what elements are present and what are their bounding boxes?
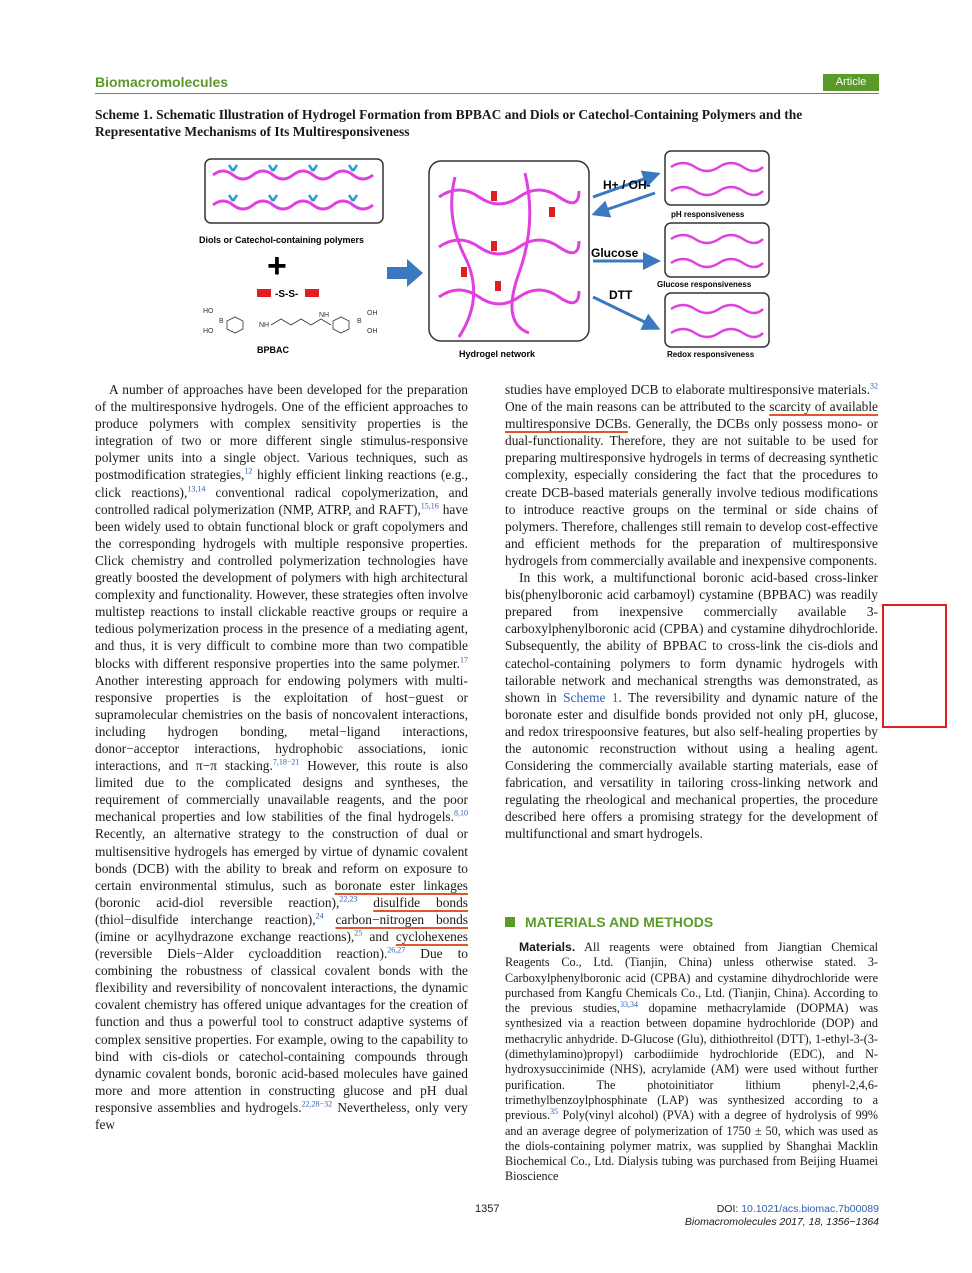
scheme-link[interactable]: Scheme 1 — [563, 689, 619, 705]
svg-text:OH: OH — [367, 310, 378, 317]
scheme-figure — [195, 147, 780, 363]
diols-label: Diols or Catechol-containing polymers — [199, 235, 365, 245]
highlight-disulfide: disulfide bonds — [373, 894, 469, 910]
annotation-box — [882, 604, 947, 728]
svg-text:NH: NH — [319, 312, 330, 319]
svg-text:HO: HO — [203, 328, 214, 335]
section-heading: MATERIALS AND METHODS — [505, 914, 713, 930]
ph-label: pH responsiveness — [671, 210, 745, 219]
redox-response-box — [665, 293, 769, 347]
diols-polymer-box — [205, 159, 383, 223]
ph-response-box — [665, 151, 769, 205]
svg-text:B: B — [357, 318, 362, 325]
highlight-cyclohexenes: cyclohexenes — [395, 929, 468, 944]
article-type-badge: Article — [823, 74, 879, 91]
highlight-scarcity: scarcity of available multiresponsive DCBs — [505, 399, 878, 432]
page-number: 1357 — [475, 1203, 500, 1215]
bpbac-label: BPBAC — [257, 345, 290, 355]
header-rule — [95, 93, 879, 94]
doi-footer: DOI: 10.1021/acs.biomac.7b00089 Biomacromolecules 2017, 18, 1356−1364 — [684, 1203, 879, 1228]
ph-stimulus: H+ / OH- — [603, 178, 651, 192]
doi-link[interactable]: 10.1021/acs.biomac.7b00089 — [741, 1203, 879, 1215]
dtt-stimulus: DTT — [609, 288, 633, 302]
svg-text:NH: NH — [259, 322, 270, 329]
network-label: Hydrogel network — [459, 349, 536, 359]
hydrogel-network-box — [429, 161, 589, 341]
svg-text:-S-S-: -S-S- — [275, 289, 299, 300]
highlight-boronate: boronate ester linkages — [334, 877, 468, 893]
bpbac-linker-icon — [257, 289, 319, 300]
svg-text:HO: HO — [203, 308, 214, 315]
left-column: A number of approaches have been developed for the preparation of the multiresponsive hydrogels. One of the efficient approaches to produce polymers with complex sensitivity properties is the integration of two or more different single stimulus-responsive polymer units into a single object. Various techniques, such as postmodification strategies,$^{12}$ highly efficient linking reactions (e.g., click reactions),$^{13,14}$ conventional radical copolymerization, and controlled radical polymerization (NMP, ATRP, and RAFT),$^{15,16}$ have been widely used to obtain functional block or graft copolymers and the corresponding hydrogels with multiple responsive properties. Click chemistry and controlled polymerization technologies have greatly boosted the development of polymers with high architectural complexity and functionality. However, these strategies often involve multistep reactions to install clickable reactive groups or require a tedious polymerization process in the presence of a mediating agent, and thus, it is very difficult to combine more than two compatible blocks with different responsive properties into the same polymer.$^{17}$ Another interesting approach for endowing polymers with multi-responsive properties is the exploitation of host−guest or supramolecular chemistries on the basis of noncovalent interactions, including hydrogen bonding, metal−ligand interactions, donor−acceptor interactions, hydrophobic associations, ionic interactions, and π−π stacking.$^{7,18-21}$ However, this route is also limited due to the complicated designs and syntheses, the requirement of commercially unavailable reagents, and the poor mechanical properties and low stabilities of the final hydrogels.$^{8,10}$ Recently, an alternative strategy to the construction of dual or multisensitive hydrogels has emerged by virtue of dynamic covalent bonds (DCB) with the ability to break and reform on exposure to certain environmental stimulus, such as boronate ester linkages (boronic acid-diol reversible reaction),$^{22,23}$ disulfide bonds (thiol−disulfide interchange reaction),$^{24}$ carbon−nitrogen bonds (imine or acylhydrazone exchange reactions),$^{25}$ and cyclohexenes (reversible Diels−Alder cycloaddition reaction).$^{26,27}$ Due to combining the robustness of classical covalent bonds with the flexibility and reversibility of noncovalent interactions, the dynamic covalent chemistry has offered unique advantages for the creation of function and thus a powerful tool to construct adaptive systems of complex sensitive properties. For example, owing to the capability to bind with cis-diols or catechol-containing compounds through dynamic covalent bonds, boronic acid-based molecules have gained more and more attention in constructing glucose and pH dual responsive assemblies and hydrogels.$^{22,28-32}$ Nevertheless, only very few — [95, 382, 469, 1133]
scheme-caption: Scheme 1. Schematic Illustration of Hydrogel Formation from BPBAC and Diols or Catechol-Containing Polymers and the Representative Mechanisms of Its Multiresponsiveness — [95, 107, 803, 139]
heading-square-icon — [505, 917, 515, 927]
svg-text:B: B — [219, 318, 224, 325]
materials-paragraph: Materials. All reagents were obtained from Jiangtian Chemical Reagents Co., Ltd. (Tianjin, China) unless otherwise stated. 3-Carboxylphenylboronic acid (CPBA) and cystamine dihydrochloride were purchased from Kangfu Chemicals Co., Ltd. (Tianjin, China). According to the previous studies,$^{33,34}$ dopamine methacrylamide (DOPMA) was synthesized via a reaction between dopamine hydrochloride (DOP) and methacrylic anhydride. D-Glucose (Glu), dithiothreitol (DTT), 1-ethyl-3-(3-(dimethylamino)propyl) carbodiimide hydrochloride (EDC), and N-hydroxysuccinimide (NHS), acrylamide (AM) were used without further purification. The photoinitiator lithium phenyl-2,4,6-trimethylbenzoylphosphinate (LAP) was synthesized according to a previous.$^{35}$ Poly(vinyl alcohol) (PVA) with a degree of hydrolysis of 99% and an average degree of polymerization of 1750 ± 50, which was used as the diols-containing polymer matrix, was supplied by Shanghai Macklin Biochemical Co., Ltd. Dialysis tubing was purchased from Beijing Huamei Bioscience — [505, 940, 879, 1184]
formation-arrow — [387, 259, 423, 287]
glucose-label: Glucose responsiveness — [657, 280, 752, 289]
plus-sign: + — [267, 247, 287, 285]
glucose-response-box — [665, 223, 769, 277]
highlight-carbon-nitrogen: carbon−nitrogen bonds — [335, 911, 468, 927]
right-column: studies have employed DCB to elaborate multiresponsive materials.$^{32}$ One of the main reasons can be attributed to the scarcity of available multiresponsive DCBs. Generally, the DCBs only possess mono- or dual-functionality. Therefore, they are not suitable to be used for preparing multiresponsive hydrogels in terms of decreasing synthetic complexity, especially considering the fact that the procedures to create DCB-based materials generally involve tedious modifications to introduce reactive groups on the terminal or side chains of polymers. Therefore, challenges still remain to develop cost-effective and efficient methods for the preparation of multiresponsive hydrogels from commercially available and inexpensive components. In this work, a multifunctional boronic acid-based cross-linker bis(phenylboronic acid carbamoyl) cystamine (BPBAC) was readily prepared from inexpensive commercially available 3-carboxylphenylboronic acid (CPBA) and cystamine dihydrochloride. Subsequently, the ability of BPBAC to cross-link the cis-diols and catechol-containing polymers to form dynamic hydrogels with tailorable network and mechanical strengths was demonstrated, as shown in Scheme 1. The reversibility and dynamic nature of the boronate ester and disulfide bonds provided not only pH, glucose, and redox trirespoonsive features, but also self-healing properties by the autonomic reconstruction without using a healing agent. Considering the commercially available starting materials, ease of fabrication, and versatility in tailoring cross-linking network and regulating the rheological and mechanical properties, the procedure described here offers a promising strategy for the development of multifunctional and smart hydrogels. — [505, 381, 878, 842]
journal-name: Biomacromolecules — [95, 74, 229, 90]
glucose-stimulus: Glucose — [591, 246, 639, 260]
svg-text:OH: OH — [367, 328, 378, 335]
redox-label: Redox responsiveness — [667, 350, 755, 359]
bpbac-structure — [203, 308, 378, 335]
